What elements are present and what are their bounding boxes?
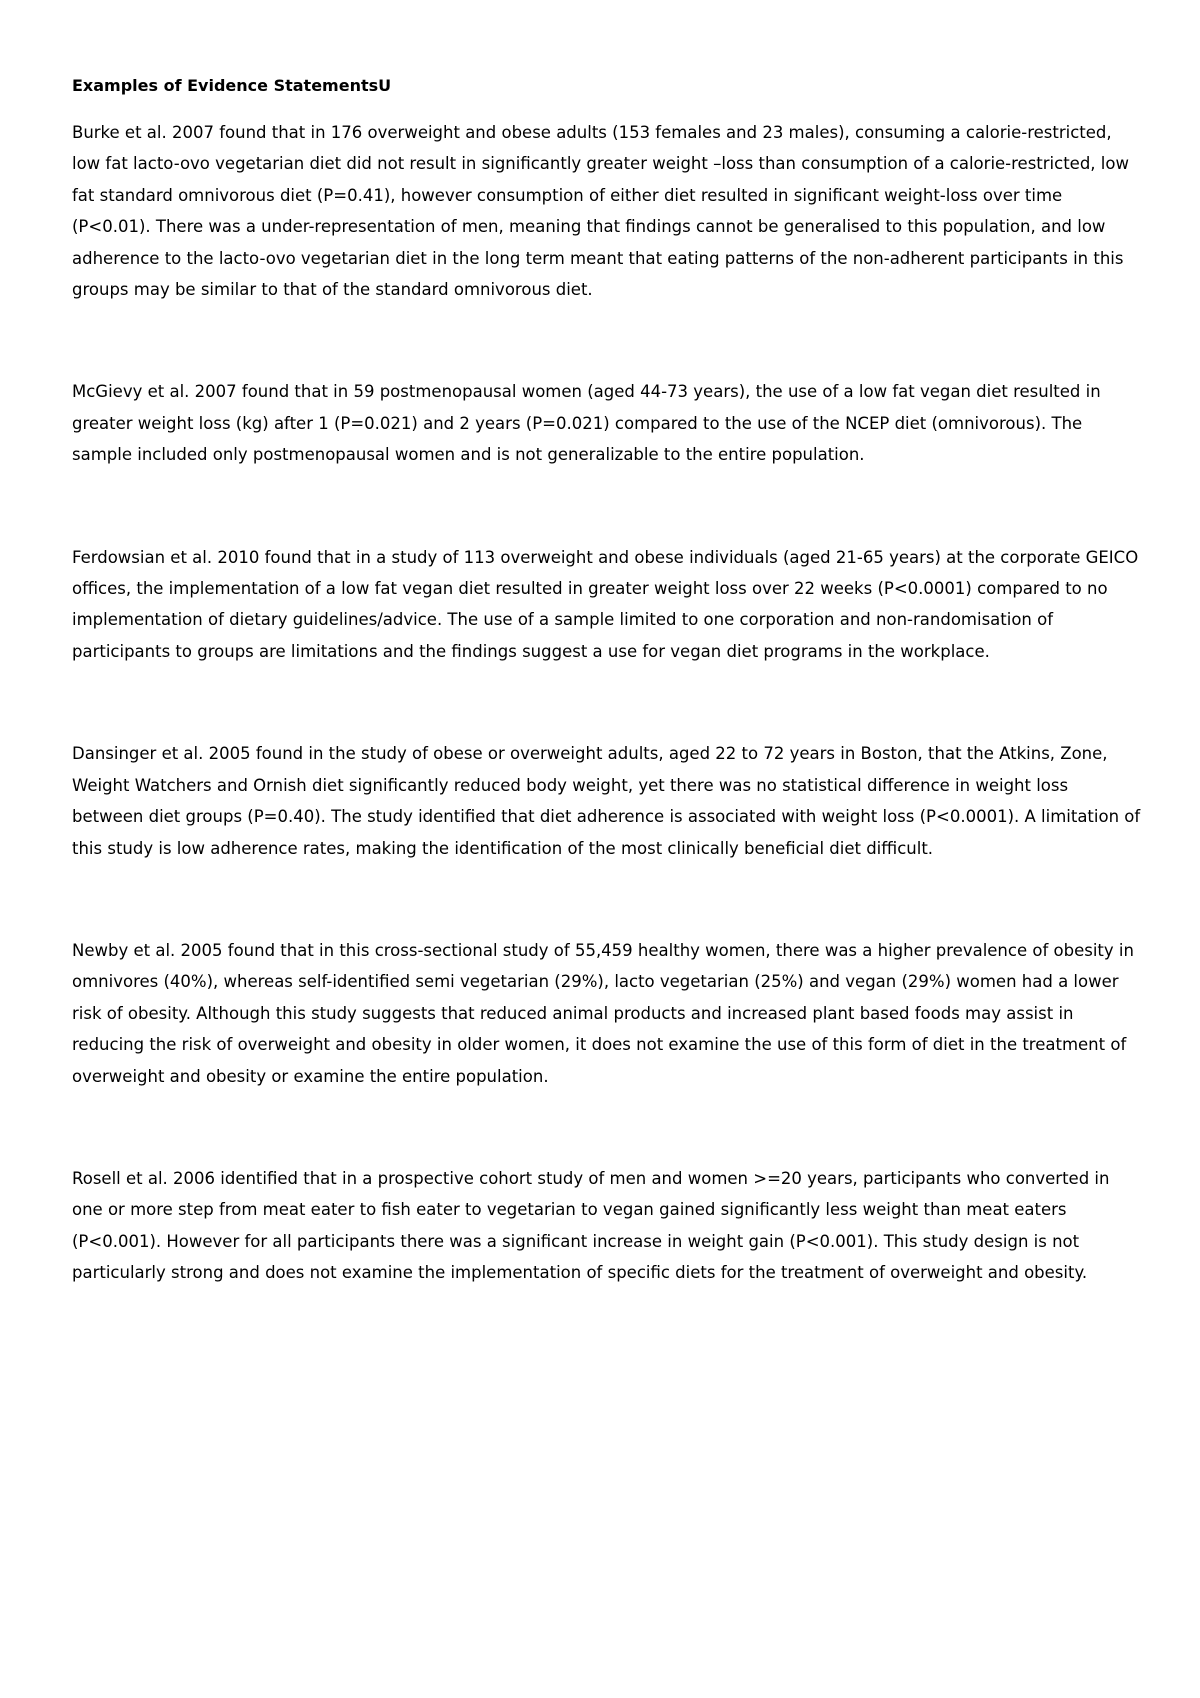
document-page	[72, 70, 1142, 1289]
paragraph-mcgievy: McGievy et al. 2007 found that in 59 postmenopausal women (aged 44-73 years), the use of a low fat vegan diet resulted in greater weight loss (kg) after 1 (P=0.021) and 2 years (P=0.021) compared to the use of the NCEP diet (omnivorous). The sample included only postmenopausal women and is not generalizable to the entire population.	[72, 382, 1101, 465]
paragraph-ferdowsian: Ferdowsian et al. 2010 found that in a study of 113 overweight and obese individuals (aged 21-65 years) at the corporate GEICO offices, the implementation of a low fat vegan diet resulted in greater weight loss over 22 weeks (P<0.0001) compared to no implementation of dietary guidelines/advice. The use of a sample limited to one corporation and non-randomisation of participants to groups are limitations and the findings suggest a use for vegan diet programs in the workplace.	[72, 547, 1139, 661]
paragraph-dansinger: Dansinger et al. 2005 found in the study of obese or overweight adults, aged 22 to 72 years in Boston, that the Atkins, Zone, Weight Watchers and Ornish diet significantly reduced body weight, yet there was no statistical difference in weight loss between diet groups (P=0.40). The study identified that diet adherence is associated with weight loss (P<0.0001). A limitation of this study is low adherence rates, making the identification of the most clinically beneficial diet difficult.	[72, 744, 1141, 858]
paragraph-burke: Burke et al. 2007 found that in 176 overweight and obese adults (153 females and 23 males), consuming a calorie-restricted, low fat lacto-ovo vegetarian diet did not result in significantly greater weight –loss than consumption of a calorie-restricted, low fat standard omnivorous diet (P=0.41), however consumption of either diet resulted in significant weight-loss over time (P<0.01). There was a under-representation of men, meaning that findings cannot be generalised to this population, and low adherence to the lacto-ovo vegetarian diet in the long term meant that eating patterns of the non-adherent participants in this groups may be similar to that of the standard omnivorous diet.	[72, 123, 1129, 300]
document-title: Examples of Evidence StatementsU	[72, 76, 392, 95]
paragraph-rosell: Rosell et al. 2006 identified that in a prospective cohort study of men and women >=20 years, participants who converted in one or more step from meat eater to fish eater to vegetarian to vegan gained significantly less weight than meat eaters (P<0.001). However for all participants there was a significant increase in weight gain (P<0.001). This study design is not particularly strong and does not examine the implementation of specific diets for the treatment of overweight and obesity.	[72, 1168, 1110, 1283]
paragraph-newby: Newby et al. 2005 found that in this cross-sectional study of 55,459 healthy women, there was a higher prevalence of obesity in omnivores (40%), whereas self-identified semi vegetarian (29%), lacto vegetarian (25%) and vegan (29%) women had a lower risk of obesity. Although this study suggests that reduced animal products and increased plant based foods may assist in reducing the risk of overweight and obesity in older women, it does not examine the use of this form of diet in the treatment of overweight and obesity or examine the entire population.	[72, 940, 1134, 1086]
